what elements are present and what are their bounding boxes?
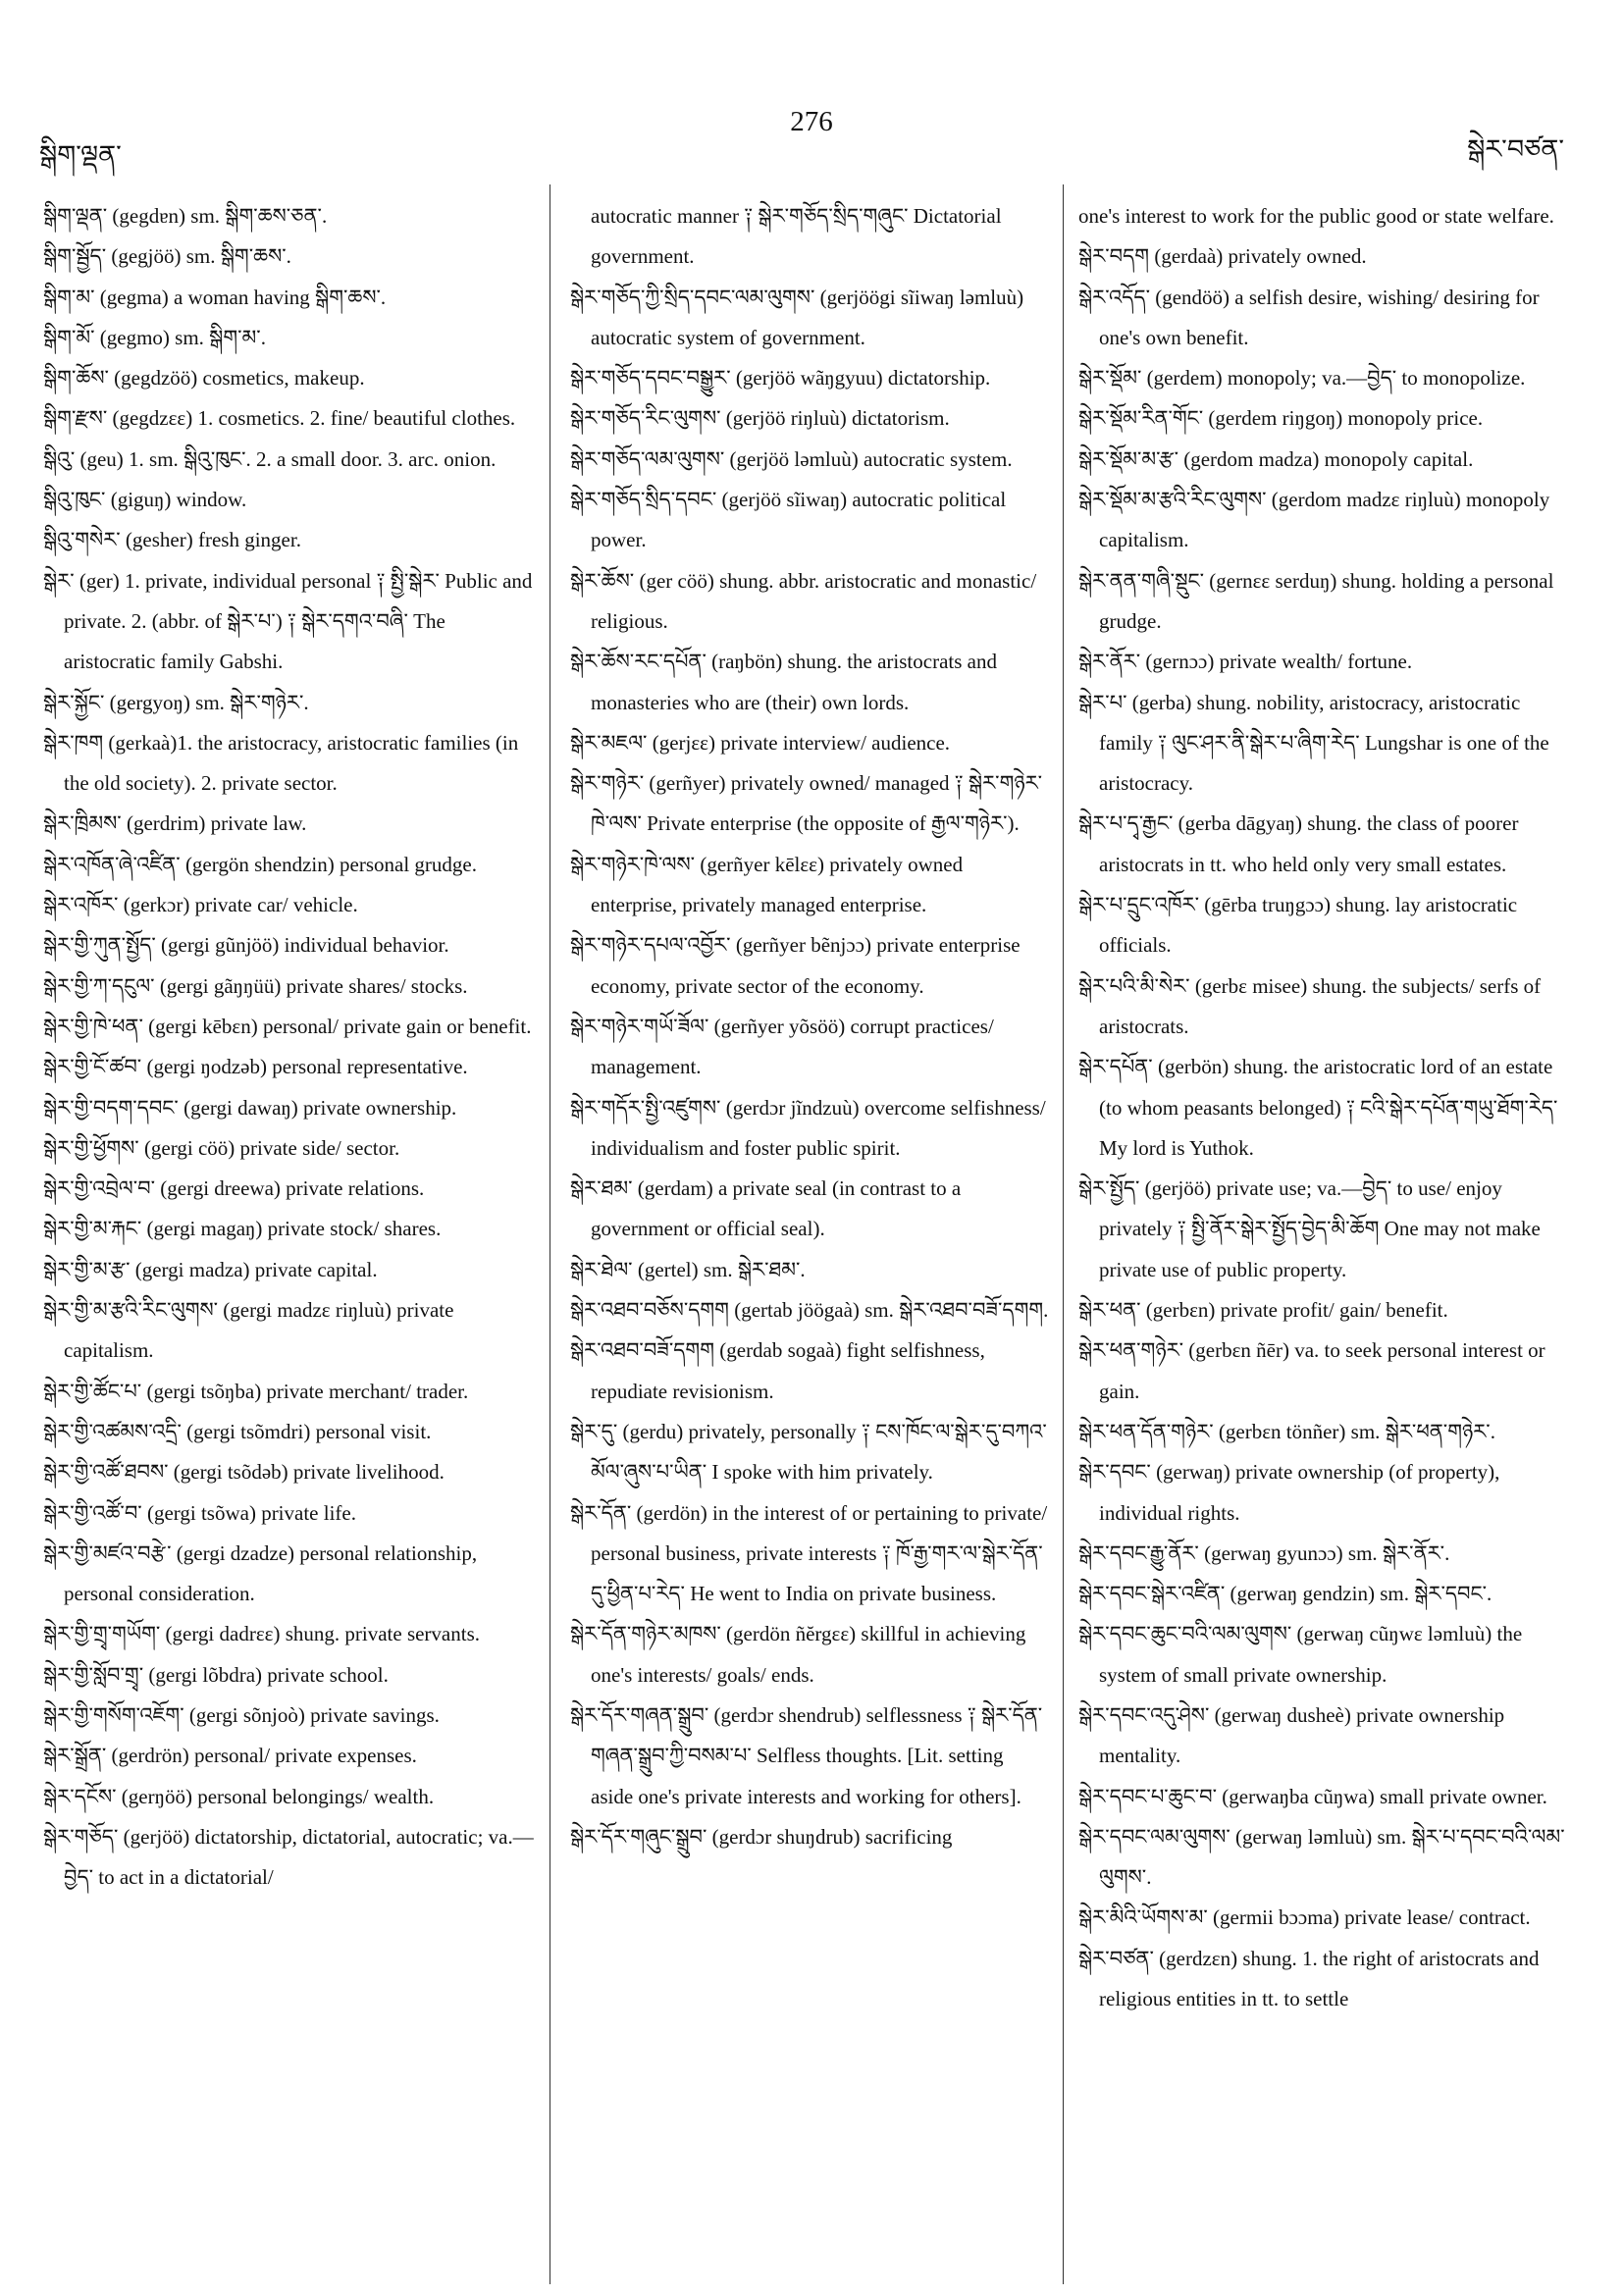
dictionary-entry: སྒེར་ནོར་ (gernɔɔ) private wealth/ fortune.: [1078, 650, 1413, 674]
dictionary-entry: སྒེར་སྡོམ་ (gerdem) monopoly; va.—བྱེད་ to monopolize.: [1078, 366, 1526, 391]
dictionary-entry: སྒེར་གྱི་འཚམས་འདྲི་ (gergi tsõmdri) personal visit.: [43, 1419, 432, 1443]
dictionary-entry: སྒེར་དོན་གཉེར་མཁས་ (gerdön ñĕrgɛɛ) skillful in achieving one's interests/ goals/ ends.: [570, 1622, 1026, 1687]
dictionary-entry: སྒིག་རྫས་ (gegdzɛɛ) 1. cosmetics. 2. fine/ beautiful clothes.: [43, 406, 516, 431]
page-header: [0, 0, 1623, 177]
dictionary-entry: སྒེར་གྱི་གྲྭ་གཡོག་ (gergi dadrɛɛ) shung. private servants.: [43, 1622, 481, 1646]
dictionary-column-2: [570, 196, 1049, 1857]
dictionary-entry: སྒེར་བཙན་ (gerdzɛn) shung. 1. the right of aristocrats and religious entities in tt. to settle: [1078, 1946, 1540, 2011]
dictionary-entry: སྒེར་དབང་ཆུང་བའི་ལམ་ལུགས་ (gerwaŋ cũŋwɛ ləmluù) the system of small private ownership.: [1078, 1622, 1523, 1687]
dictionary-entry: སྒེར་གཅོད་ལམ་ལུགས་ (gerjöö ləmluù) autocratic system.: [570, 446, 1013, 471]
dictionary-entry: སྒེར་འཁོན་ཞེ་འཛིན་ (gergön shendzin) personal grudge.: [43, 852, 477, 876]
dictionary-entry: སྒིག་ལྡན་ (gegdɐn) sm. སྒིག་ཆས་ཅན་.: [43, 204, 328, 228]
dictionary-entry: སྒེར་གཉེར་དཔལ་འབྱོར་ (gerñyer bẽnjɔɔ) private enterprise economy, private sector of the economy.: [570, 933, 1021, 998]
dictionary-entry: སྒེར་གྱི་སློབ་གྲྭ་ (gergi lõbdra) private school.: [43, 1662, 389, 1687]
dictionary-entry: སྒེར་སྡོམ་མ་རྩའི་རིང་ལུགས་ (gerdom madzɛ riŋluù) monopoly capitalism.: [1078, 488, 1550, 552]
dictionary-entry: སྒིའུ་ (geu) 1. sm. སྒིའུ་ཁུང་. 2. a small door. 3. arc. onion.: [43, 446, 497, 471]
dictionary-entry: སྒིའུ་ཁུང་ (giguŋ) window.: [43, 488, 247, 512]
dictionary-entry: སྒེར་གྱི་འཚོ་ཐབས་ (gergi tsõdəb) private livelihood.: [43, 1460, 445, 1485]
dictionary-entry: སྒེར་སྤྱོད་ (gerjöö) private use; va.—བྱེད་ to use/ enjoy privately ༑ སྤྱི་ནོར་སྒེར་སྤྱོད་བྱེད་མི་ཆོག One may not make private use of public property.: [1078, 1176, 1541, 1281]
dictionary-entry: སྒེར་འདོད་ (gendöö) a selfish desire, wishing/ desiring for one's own benefit.: [1078, 285, 1540, 349]
dictionary-entry: སྒིའུ་གསེར་ (gesher) fresh ginger.: [43, 528, 301, 552]
dictionary-entry: སྒེར་གྱི་ཁེ་ཕན་ (gergi kēbɛn) personal/ private gain or benefit.: [43, 1014, 532, 1038]
dictionary-entry: སྒེར་ (ger) 1. private, individual personal ༑ སྤྱི་སྒེར་ Public and private. 2. (abbr. of སྒེར་པ་) ༑ སྒེར་དགའ་བཞི་ The aristocratic family Gabshi.: [43, 568, 533, 674]
dictionary-entry: སྒེར་དངོས་ (gerŋöö) personal belongings/ wealth.: [43, 1784, 435, 1808]
dictionary-entry: autocratic manner ༑ སྒེར་གཅོད་སྲིད་གཞུང་ Dictatorial government.: [591, 204, 1002, 269]
page-number: 276: [790, 106, 833, 137]
dictionary-entry: སྒེར་གྱི་འབྲེལ་བ་ (gergi dreewa) private relations.: [43, 1176, 425, 1201]
dictionary-entry: སྒེར་འཐབ་བཟོ་དགག (gerdab sogaà) fight selfishness, repudiate revisionism.: [570, 1338, 985, 1403]
dictionary-entry: སྒེར་འཁོར་ (gerkɔr) private car/ vehicle.: [43, 893, 358, 917]
dictionary-entry: སྒིག་མ་ (gegma) a woman having སྒིག་ཆས་.: [43, 285, 387, 309]
dictionary-entry: སྒེར་གྱི་མཛའ་བརྩེ་ (gergi dzadze) personal relationship, personal consideration.: [43, 1540, 478, 1606]
dictionary-entry: སྒེར་དོར་གཞུང་སྒྲུབ་ (gerdɔr shuŋdrub) sacrificing: [570, 1824, 953, 1849]
dictionary-entry: one's interest to work for the public good or state welfare.: [1078, 204, 1554, 228]
dictionary-entry: སྒེར་ཆོས་རང་དཔོན་ (raŋbön) shung. the aristocrats and monasteries who are (their) own lords.: [570, 650, 997, 714]
dictionary-entry: སྒེར་ཐམ་ (gerdam) a private seal (in contrast to a government or official seal).: [570, 1176, 962, 1241]
column-divider: [1063, 184, 1064, 2284]
dictionary-entry: སྒེར་སྐྱོང་ (gergyoŋ) sm. སྒེར་གཉེར་.: [43, 690, 309, 714]
dictionary-entry: སྒེར་དཔོན་ (gerbön) shung. the aristocratic lord of an estate (to whom peasants belonged) ༑ ངའི་སྒེར་དཔོན་གཡུ་ཐོག་རེད་ My lord is Yuthok.: [1078, 1055, 1558, 1160]
dictionary-entry: སྒེར་ཁྲིམས་ (gerdrim) private law.: [43, 811, 307, 836]
dictionary-entry: སྒེར་གྱི་ཀ་དངུལ་ (gergi gãŋŋüü) private shares/ stocks.: [43, 973, 468, 998]
dictionary-entry: སྒིག་ཆོས་ (gegdzöö) cosmetics, makeup.: [43, 366, 365, 391]
dictionary-entry: སྒེར་གྱི་མ་རྩའི་རིང་ལུགས་ (gergi madzɛ riŋluù) private capitalism.: [43, 1298, 454, 1363]
dictionary-entry: སྒེར་གཅོད་ཀྱི་སྲིད་དབང་ལམ་ལུགས་ (gerjöögi sĩiwaŋ ləmluù) autocratic system of government.: [570, 285, 1024, 349]
dictionary-entry: སྒེར་གཉེར་གཡོ་ཟོལ་ (gerñyer yõsöö) corrupt practices/ management.: [570, 1014, 994, 1079]
dictionary-entry: སྒེར་གཉེར་ཁེ་ལས་ (gerñyer kēlɛɛ) privately owned enterprise, privately managed enterprise.: [570, 852, 964, 917]
dictionary-entry: སྒེར་དོན་ (gerdön) in the interest of or pertaining to private/ personal business, private interests ༑ ཁོ་རྒྱ་གར་ལ་སྒེར་དོན་དུ་ཕྱིན་པ་རེད་ He went to India on private business.: [570, 1500, 1048, 1606]
dictionary-entry: སྒེར་སྒྲོན་ (gerdrön) personal/ private expenses.: [43, 1744, 417, 1768]
dictionary-entry: སྒེར་དབང་འདུ་ཤེས་ (gerwaŋ dusheè) private ownership mentality.: [1078, 1702, 1505, 1768]
dictionary-entry: སྒེར་དབང་རྒྱུ་ནོར་ (gerwaŋ gyunɔɔ) sm. སྒེར་ནོར་.: [1078, 1540, 1450, 1565]
dictionary-entry: སྒེར་གཅོད་རིང་ལུགས་ (gerjöö riŋluù) dictatorism.: [570, 406, 950, 431]
dictionary-entry: སྒེར་ཕན་གཉེར་ (gerbɛn ñēr) va. to seek personal interest or gain.: [1078, 1338, 1545, 1403]
dictionary-entry: སྒེར་གྱི་ཕྱོགས་ (gergi cöö) private side/ sector.: [43, 1135, 400, 1160]
dictionary-entry: སྒེར་སྡོམ་རིན་གོང་ (gerdem riŋgoŋ) monopoly price.: [1078, 406, 1484, 431]
dictionary-entry: སྒེར་ཁག (gerkaà)1. the aristocracy, aristocratic families (in the old society). 2. private sector.: [43, 730, 519, 796]
dictionary-column-3: [1078, 196, 1574, 2019]
dictionary-entry: སྒེར་སྡོམ་མ་རྩ་ (gerdom madza) monopoly capital.: [1078, 446, 1474, 471]
header-right-guide-word: སྒེར་བཙན་: [1467, 134, 1564, 164]
dictionary-entry: སྒེར་བདག (gerdaà) privately owned.: [1078, 244, 1367, 269]
dictionary-entry: སྒེར་གྱི་ཚོང་པ་ (gergi tsõŋba) private merchant/ trader.: [43, 1379, 469, 1403]
dictionary-entry: སྒེར་ཕན་ (gerbɛn) private profit/ gain/ benefit.: [1078, 1298, 1448, 1323]
dictionary-entry: སྒེར་དབང་སྒེར་འཛིན་ (gerwaŋ gendzin) sm. སྒེར་དབང་.: [1078, 1582, 1492, 1606]
dictionary-entry: སྒེར་གཅོད་ (gerjöö) dictatorship, dictatorial, autocratic; va.—བྱེད་ to act in a dictatorial/: [43, 1824, 534, 1890]
dictionary-entry: སྒེར་དབང་ (gerwaŋ) private ownership (of property), individual rights.: [1078, 1460, 1500, 1525]
dictionary-entry: སྒེར་གྱི་གསོག་འཇོག་ (gergi sõnjoò) private savings.: [43, 1702, 440, 1727]
dictionary-entry: སྒེར་ཆོས་ (ger cöö) shung. abbr. aristocratic and monastic/ religious.: [570, 568, 1037, 633]
dictionary-entry: སྒེར་དབང་པ་ཆུང་བ་ (gerwaŋba cũŋwa) small private owner.: [1078, 1784, 1547, 1808]
dictionary-entry: སྒེར་པ་ (gerba) shung. nobility, aristocracy, aristocratic family ༑ ལུང་ཤར་ནི་སྒེར་པ་ཞིག་རེད་ Lungshar is one of the aristocracy.: [1078, 690, 1549, 796]
dictionary-entry: སྒེར་པའི་མི་སེར་ (gerbɛ misee) shung. the subjects/ serfs of aristocrats.: [1078, 973, 1542, 1038]
dictionary-entry: སྒེར་འཐབ་བཅོས་དགག (gertab jöögaà) sm. སྒེར་འཐབ་བཟོ་དགག.: [570, 1298, 1049, 1323]
dictionary-entry: སྒེར་གཉེར་ (gerñyer) privately owned/ managed ༑ སྒེར་གཉེར་ཁེ་ལས་ Private enterprise (the opposite of རྒྱལ་གཉེར་).: [570, 771, 1043, 836]
dictionary-entry: སྒེར་གྱི་ངོ་ཚབ་ (gergi ŋodzəb) personal representative.: [43, 1055, 468, 1079]
dictionary-entry: སྒེར་དོར་གཞན་སྒྲུབ་ (gerdɔr shendrub) selflessness ༑ སྒེར་དོན་གཞན་སྒྲུབ་ཀྱི་བསམ་པ་ Selfless thoughts. [Lit. setting aside one's private interests and working for others].: [570, 1702, 1043, 1808]
dictionary-entry: སྒེར་གྱི་ཀུན་སྤྱོད་ (gergi gũnjöö) individual behavior.: [43, 933, 449, 958]
dictionary-entry: སྒེར་གཅོད་སྲིད་དབང་ (gerjöö sĩiwaŋ) autocratic political power.: [570, 488, 1007, 552]
dictionary-entry: སྒེར་མཇལ་ (gerjɛɛ) private interview/ audience.: [570, 730, 951, 755]
dictionary-entry: སྒེར་དུ་ (gerdu) privately, personally ༑ ངས་ཁོང་ལ་སྒེར་དུ་བཀའ་མོལ་ཞུས་པ་ཡིན་ I spoke with him privately.: [570, 1419, 1047, 1485]
dictionary-entry: སྒེར་པ་དྲུང་འཁོར་ (gērba truŋgɔɔ) shung. lay aristocratic officials.: [1078, 893, 1518, 958]
dictionary-entry: སྒིག་སྦྱོད་ (gegjöö) sm. སྒིག་ཆས་.: [43, 244, 291, 269]
dictionary-entry: སྒེར་པ་དྭ་རྒྱང་ (gerba dāgyaŋ) shung. the class of poorer aristocrats in tt. who held only very small estates.: [1078, 811, 1519, 876]
dictionary-entry: སྒེར་གྱི་མ་རྐང་ (gergi magaŋ) private stock/ shares.: [43, 1217, 442, 1241]
dictionary-entry: སྒེར་ཕན་དོན་གཉེར་ (gerbɛn tönñer) sm. སྒེར་ཕན་གཉེར་.: [1078, 1419, 1495, 1443]
dictionary-entry: སྒེར་ཐེལ་ (gertel) sm. སྒེར་ཐམ་.: [570, 1257, 806, 1281]
dictionary-entry: སྒེར་གྱི་བདག་དབང་ (gergi dawaŋ) private ownership.: [43, 1095, 457, 1120]
dictionary-entry: སྒེར་མིའི་ཡོགས་མ་ (germii bɔɔma) private lease/ contract.: [1078, 1905, 1531, 1930]
dictionary-entry: སྒེར་གདོར་སྤྱི་འཛུགས་ (gerdɔr jĩndzuù) overcome selfishness/ individualism and foster public spirit.: [570, 1095, 1046, 1160]
dictionary-entry: སྒེར་གཅོད་དབང་བསྒྱུར་ (gerjöö wãŋgyuu) dictatorship.: [570, 366, 991, 391]
dictionary-entry: སྒེར་ནན་གཞི་སྡུང་ (gernɛɛ serduŋ) shung. holding a personal grudge.: [1078, 568, 1554, 633]
header-left-guide-word: སྒིག་ལྡན་: [39, 140, 122, 170]
dictionary-entry: སྒེར་དབང་ལམ་ལུགས་ (gerwaŋ ləmluù) sm. སྒེར་པ་དབང་བའི་ལམ་ལུགས་.: [1078, 1824, 1565, 1890]
dictionary-entry: སྒེར་གྱི་འཚོ་བ་ (gergi tsõwa) private life.: [43, 1500, 356, 1525]
dictionary-entry: སྒེར་གྱི་མ་རྩ་ (gergi madza) private capital.: [43, 1257, 378, 1281]
dictionary-entry: སྒིག་མོ་ (gegmo) sm. སྒིག་མ་.: [43, 325, 266, 349]
dictionary-column-1: [43, 196, 534, 1898]
